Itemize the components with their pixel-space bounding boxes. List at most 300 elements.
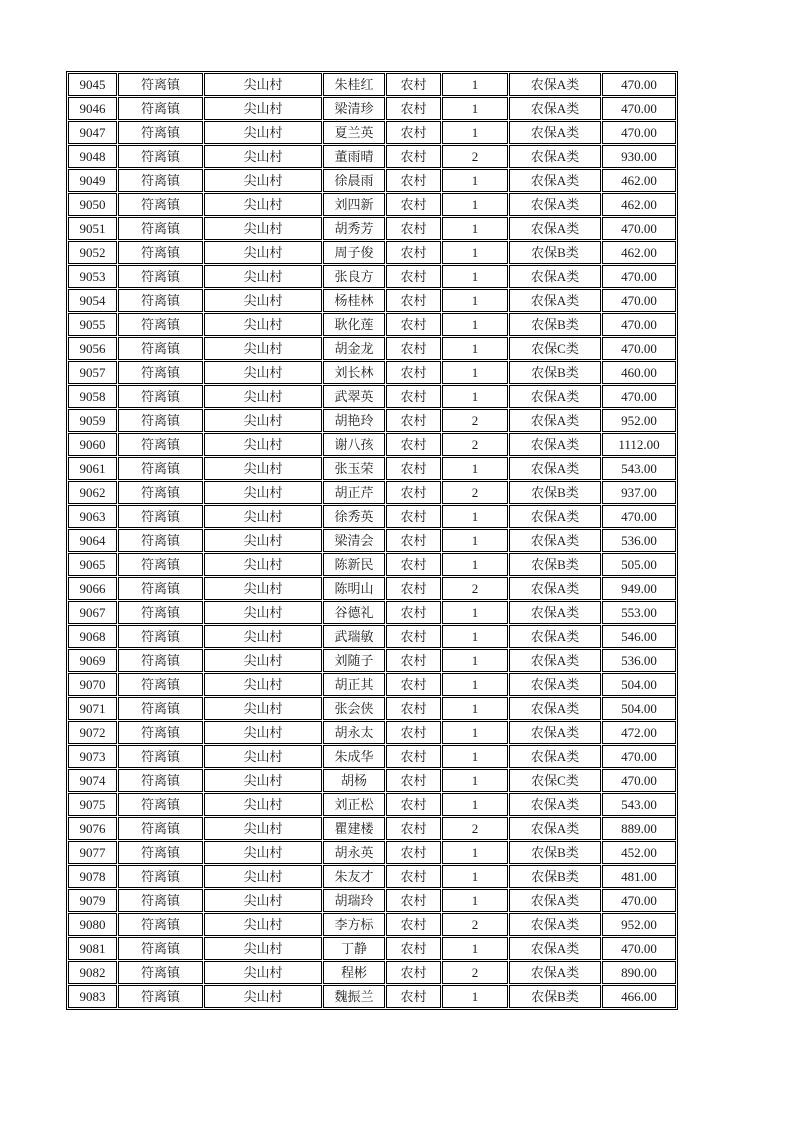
table-cell: 尖山村 xyxy=(204,121,322,144)
table-cell: 2 xyxy=(442,145,508,168)
table-cell: 536.00 xyxy=(602,649,676,672)
table-cell: 尖山村 xyxy=(204,841,322,864)
table-cell: 瞿建楼 xyxy=(323,817,385,840)
table-cell: 农保A类 xyxy=(509,193,601,216)
table-cell: 2 xyxy=(442,577,508,600)
table-cell: 胡正芹 xyxy=(323,481,385,504)
table-cell: 尖山村 xyxy=(204,601,322,624)
table-cell: 尖山村 xyxy=(204,865,322,888)
table-cell: 农村 xyxy=(386,817,441,840)
table-cell: 符离镇 xyxy=(118,481,203,504)
table-cell: 符离镇 xyxy=(118,289,203,312)
table-cell: 1 xyxy=(442,601,508,624)
table-cell: 符离镇 xyxy=(118,937,203,960)
table-row xyxy=(68,961,676,984)
table-cell: 农保A类 xyxy=(509,97,601,120)
table-cell: 符离镇 xyxy=(118,985,203,1008)
table-cell: 农保A类 xyxy=(509,433,601,456)
table-cell: 程彬 xyxy=(323,961,385,984)
table-cell: 农保B类 xyxy=(509,481,601,504)
table-cell: 农保A类 xyxy=(509,913,601,936)
table-cell: 1 xyxy=(442,265,508,288)
table-row xyxy=(68,385,676,408)
table-cell: 胡永太 xyxy=(323,721,385,744)
table-cell: 丁静 xyxy=(323,937,385,960)
table-cell: 1 xyxy=(442,985,508,1008)
table-cell: 农村 xyxy=(386,601,441,624)
table-cell: 9081 xyxy=(68,937,117,960)
table-cell: 农保A类 xyxy=(509,721,601,744)
table-cell: 胡正其 xyxy=(323,673,385,696)
table-cell: 符离镇 xyxy=(118,193,203,216)
table-cell: 符离镇 xyxy=(118,409,203,432)
table-cell: 1 xyxy=(442,457,508,480)
table-cell: 农保A类 xyxy=(509,73,601,96)
table-cell: 尖山村 xyxy=(204,889,322,912)
table-cell: 460.00 xyxy=(602,361,676,384)
table-cell: 9074 xyxy=(68,769,117,792)
table-cell: 农保A类 xyxy=(509,385,601,408)
table-cell: 农村 xyxy=(386,697,441,720)
table-row xyxy=(68,913,676,936)
table-cell: 农村 xyxy=(386,673,441,696)
table-cell: 尖山村 xyxy=(204,433,322,456)
table-cell: 农保C类 xyxy=(509,769,601,792)
table-cell: 农保A类 xyxy=(509,817,601,840)
table-row xyxy=(68,481,676,504)
table-cell: 农保B类 xyxy=(509,553,601,576)
table-cell: 刘长林 xyxy=(323,361,385,384)
table-cell: 谢八孩 xyxy=(323,433,385,456)
table-cell: 尖山村 xyxy=(204,817,322,840)
table-cell: 470.00 xyxy=(602,121,676,144)
table-cell: 9075 xyxy=(68,793,117,816)
table-cell: 农村 xyxy=(386,721,441,744)
table-row xyxy=(68,673,676,696)
table-cell: 符离镇 xyxy=(118,601,203,624)
table-row xyxy=(68,241,676,264)
table-cell: 周子俊 xyxy=(323,241,385,264)
table-row xyxy=(68,577,676,600)
table-row xyxy=(68,193,676,216)
table-cell: 农村 xyxy=(386,529,441,552)
table-cell: 9057 xyxy=(68,361,117,384)
table-cell: 农保A类 xyxy=(509,265,601,288)
table-cell: 505.00 xyxy=(602,553,676,576)
table-cell: 9083 xyxy=(68,985,117,1008)
table-cell: 553.00 xyxy=(602,601,676,624)
table-cell: 9046 xyxy=(68,97,117,120)
table-cell: 尖山村 xyxy=(204,793,322,816)
table-cell: 1 xyxy=(442,73,508,96)
table-cell: 符离镇 xyxy=(118,793,203,816)
table-row xyxy=(68,625,676,648)
table-cell: 农村 xyxy=(386,577,441,600)
table-cell: 农村 xyxy=(386,985,441,1008)
table-cell: 陈明山 xyxy=(323,577,385,600)
table-cell: 470.00 xyxy=(602,937,676,960)
table-cell: 农保A类 xyxy=(509,649,601,672)
table-row xyxy=(68,313,676,336)
table-row xyxy=(68,145,676,168)
table-cell: 梁清会 xyxy=(323,529,385,552)
table-cell: 9063 xyxy=(68,505,117,528)
table-cell: 农保A类 xyxy=(509,505,601,528)
table-cell: 9068 xyxy=(68,625,117,648)
table-row xyxy=(68,649,676,672)
table-cell: 符离镇 xyxy=(118,241,203,264)
table-row xyxy=(68,121,676,144)
table-cell: 1 xyxy=(442,649,508,672)
table-cell: 2 xyxy=(442,817,508,840)
table-cell: 2 xyxy=(442,481,508,504)
table-cell: 1 xyxy=(442,937,508,960)
table-cell: 符离镇 xyxy=(118,577,203,600)
table-row xyxy=(68,217,676,240)
table-cell: 农村 xyxy=(386,433,441,456)
table-row xyxy=(68,169,676,192)
table-cell: 杨桂林 xyxy=(323,289,385,312)
table-cell: 农村 xyxy=(386,73,441,96)
table-cell: 农村 xyxy=(386,889,441,912)
table-cell: 尖山村 xyxy=(204,289,322,312)
table-cell: 尖山村 xyxy=(204,97,322,120)
table-cell: 农保B类 xyxy=(509,865,601,888)
table-cell: 尖山村 xyxy=(204,937,322,960)
table-cell: 1 xyxy=(442,241,508,264)
table-row xyxy=(68,457,676,480)
table-cell: 尖山村 xyxy=(204,961,322,984)
table-cell: 尖山村 xyxy=(204,337,322,360)
table-cell: 1 xyxy=(442,337,508,360)
table-row xyxy=(68,793,676,816)
table-cell: 符离镇 xyxy=(118,673,203,696)
table-cell: 9077 xyxy=(68,841,117,864)
table-cell: 农保C类 xyxy=(509,337,601,360)
table-cell: 1 xyxy=(442,793,508,816)
table-cell: 1 xyxy=(442,97,508,120)
table-cell: 1 xyxy=(442,769,508,792)
table-cell: 952.00 xyxy=(602,409,676,432)
table-cell: 农保A类 xyxy=(509,577,601,600)
table-cell: 朱桂红 xyxy=(323,73,385,96)
table-cell: 尖山村 xyxy=(204,673,322,696)
table-cell: 农村 xyxy=(386,769,441,792)
table-cell: 2 xyxy=(442,433,508,456)
table-cell: 9067 xyxy=(68,601,117,624)
table-cell: 470.00 xyxy=(602,385,676,408)
table-cell: 农保A类 xyxy=(509,745,601,768)
table-cell: 农村 xyxy=(386,937,441,960)
table-cell: 胡永英 xyxy=(323,841,385,864)
table-cell: 武翠英 xyxy=(323,385,385,408)
table-cell: 470.00 xyxy=(602,889,676,912)
table-cell: 农村 xyxy=(386,745,441,768)
table-cell: 胡杨 xyxy=(323,769,385,792)
table-cell: 9062 xyxy=(68,481,117,504)
table-cell: 农村 xyxy=(386,865,441,888)
table-cell: 949.00 xyxy=(602,577,676,600)
table-cell: 农村 xyxy=(386,241,441,264)
table-row xyxy=(68,433,676,456)
table-cell: 符离镇 xyxy=(118,385,203,408)
table-cell: 尖山村 xyxy=(204,313,322,336)
table-cell: 农保A类 xyxy=(509,409,601,432)
table-cell: 农村 xyxy=(386,505,441,528)
table-cell: 农保A类 xyxy=(509,217,601,240)
table-cell: 符离镇 xyxy=(118,457,203,480)
table-row xyxy=(68,73,676,96)
table-cell: 9078 xyxy=(68,865,117,888)
table-cell: 农村 xyxy=(386,193,441,216)
table-cell: 农保A类 xyxy=(509,625,601,648)
table-cell: 符离镇 xyxy=(118,817,203,840)
table-cell: 农村 xyxy=(386,121,441,144)
table-cell: 9048 xyxy=(68,145,117,168)
table-cell: 胡金龙 xyxy=(323,337,385,360)
table-cell: 尖山村 xyxy=(204,193,322,216)
table-cell: 462.00 xyxy=(602,169,676,192)
table-row xyxy=(68,769,676,792)
table-cell: 刘随子 xyxy=(323,649,385,672)
table-cell: 董雨晴 xyxy=(323,145,385,168)
table-cell: 尖山村 xyxy=(204,769,322,792)
table-cell: 符离镇 xyxy=(118,889,203,912)
table-cell: 9082 xyxy=(68,961,117,984)
table-cell: 466.00 xyxy=(602,985,676,1008)
table-cell: 9059 xyxy=(68,409,117,432)
table-cell: 9076 xyxy=(68,817,117,840)
table-cell: 9079 xyxy=(68,889,117,912)
table-cell: 1 xyxy=(442,625,508,648)
table-cell: 农保A类 xyxy=(509,121,601,144)
table-cell: 952.00 xyxy=(602,913,676,936)
table-cell: 尖山村 xyxy=(204,457,322,480)
table-cell: 470.00 xyxy=(602,769,676,792)
table-cell: 1 xyxy=(442,505,508,528)
table-cell: 农村 xyxy=(386,337,441,360)
table-row xyxy=(68,97,676,120)
table-cell: 胡秀芳 xyxy=(323,217,385,240)
table-cell: 1 xyxy=(442,313,508,336)
table-row xyxy=(68,409,676,432)
table-cell: 符离镇 xyxy=(118,769,203,792)
table-cell: 452.00 xyxy=(602,841,676,864)
table-cell: 9045 xyxy=(68,73,117,96)
table-cell: 农保A类 xyxy=(509,937,601,960)
table-cell: 9066 xyxy=(68,577,117,600)
table-cell: 尖山村 xyxy=(204,505,322,528)
table-cell: 农村 xyxy=(386,289,441,312)
table-cell: 农保B类 xyxy=(509,985,601,1008)
table-cell: 符离镇 xyxy=(118,649,203,672)
table-cell: 470.00 xyxy=(602,337,676,360)
table-cell: 符离镇 xyxy=(118,697,203,720)
table-cell: 930.00 xyxy=(602,145,676,168)
table-cell: 农保A类 xyxy=(509,457,601,480)
table-cell: 张良方 xyxy=(323,265,385,288)
table-row xyxy=(68,601,676,624)
table-cell: 农保B类 xyxy=(509,241,601,264)
table-cell: 尖山村 xyxy=(204,985,322,1008)
table-cell: 937.00 xyxy=(602,481,676,504)
table-cell: 尖山村 xyxy=(204,217,322,240)
table-cell: 2 xyxy=(442,961,508,984)
table-cell: 符离镇 xyxy=(118,121,203,144)
table-cell: 夏兰英 xyxy=(323,121,385,144)
table-cell: 胡瑞玲 xyxy=(323,889,385,912)
table-cell: 尖山村 xyxy=(204,553,322,576)
table-cell: 魏振兰 xyxy=(323,985,385,1008)
table-cell: 尖山村 xyxy=(204,913,322,936)
table-cell: 尖山村 xyxy=(204,361,322,384)
table-cell: 农村 xyxy=(386,913,441,936)
table-cell: 1 xyxy=(442,193,508,216)
table-cell: 农村 xyxy=(386,625,441,648)
table-cell: 刘四新 xyxy=(323,193,385,216)
table-cell: 农保A类 xyxy=(509,529,601,552)
table-cell: 尖山村 xyxy=(204,169,322,192)
table-cell: 农保A类 xyxy=(509,961,601,984)
table-row xyxy=(68,937,676,960)
table-row xyxy=(68,817,676,840)
table-cell: 1 xyxy=(442,841,508,864)
table-cell: 李方标 xyxy=(323,913,385,936)
table-cell: 农村 xyxy=(386,409,441,432)
table-cell: 9065 xyxy=(68,553,117,576)
table-cell: 符离镇 xyxy=(118,313,203,336)
table-row xyxy=(68,889,676,912)
benefits-table xyxy=(66,71,678,1010)
table-cell: 尖山村 xyxy=(204,73,322,96)
table-row xyxy=(68,337,676,360)
table-cell: 9058 xyxy=(68,385,117,408)
table-cell: 504.00 xyxy=(602,697,676,720)
table-cell: 9047 xyxy=(68,121,117,144)
table-cell: 472.00 xyxy=(602,721,676,744)
table-cell: 1 xyxy=(442,721,508,744)
table-cell: 尖山村 xyxy=(204,385,322,408)
table-cell: 1 xyxy=(442,289,508,312)
table-cell: 张会侠 xyxy=(323,697,385,720)
table-cell: 耿化莲 xyxy=(323,313,385,336)
table-cell: 朱成华 xyxy=(323,745,385,768)
table-cell: 徐秀英 xyxy=(323,505,385,528)
table-row xyxy=(68,265,676,288)
table-row xyxy=(68,553,676,576)
table-cell: 尖山村 xyxy=(204,265,322,288)
table-cell: 9060 xyxy=(68,433,117,456)
table-cell: 符离镇 xyxy=(118,721,203,744)
table-cell: 536.00 xyxy=(602,529,676,552)
table-cell: 470.00 xyxy=(602,265,676,288)
table-cell: 农保A类 xyxy=(509,601,601,624)
table-cell: 农村 xyxy=(386,313,441,336)
table-cell: 1 xyxy=(442,217,508,240)
table-cell: 农村 xyxy=(386,481,441,504)
table-cell: 符离镇 xyxy=(118,745,203,768)
table-row xyxy=(68,697,676,720)
table-cell: 农村 xyxy=(386,457,441,480)
table-cell: 尖山村 xyxy=(204,649,322,672)
table-cell: 农村 xyxy=(386,217,441,240)
table-cell: 农保A类 xyxy=(509,145,601,168)
table-row xyxy=(68,529,676,552)
table-cell: 2 xyxy=(442,409,508,432)
table-cell: 农保B类 xyxy=(509,841,601,864)
table-cell: 符离镇 xyxy=(118,529,203,552)
table-cell: 470.00 xyxy=(602,289,676,312)
table-cell: 543.00 xyxy=(602,457,676,480)
table-row xyxy=(68,721,676,744)
table-cell: 543.00 xyxy=(602,793,676,816)
table-cell: 符离镇 xyxy=(118,97,203,120)
table-cell: 梁清珍 xyxy=(323,97,385,120)
table-cell: 504.00 xyxy=(602,673,676,696)
table-cell: 470.00 xyxy=(602,73,676,96)
table-cell: 农保A类 xyxy=(509,673,601,696)
table-cell: 尖山村 xyxy=(204,145,322,168)
table-cell: 符离镇 xyxy=(118,265,203,288)
table-cell: 农保A类 xyxy=(509,889,601,912)
table-cell: 符离镇 xyxy=(118,73,203,96)
table-cell: 1112.00 xyxy=(602,433,676,456)
table-cell: 农保B类 xyxy=(509,313,601,336)
table-row xyxy=(68,289,676,312)
table-cell: 481.00 xyxy=(602,865,676,888)
table-cell: 农保A类 xyxy=(509,793,601,816)
table-cell: 符离镇 xyxy=(118,841,203,864)
table-cell: 9061 xyxy=(68,457,117,480)
table-row xyxy=(68,841,676,864)
table-cell: 尖山村 xyxy=(204,481,322,504)
table-cell: 1 xyxy=(442,529,508,552)
table-cell: 1 xyxy=(442,697,508,720)
table-cell: 徐晨雨 xyxy=(323,169,385,192)
table-row xyxy=(68,361,676,384)
table-cell: 1 xyxy=(442,673,508,696)
table-cell: 9056 xyxy=(68,337,117,360)
table-row xyxy=(68,865,676,888)
table-cell: 9069 xyxy=(68,649,117,672)
table-cell: 546.00 xyxy=(602,625,676,648)
table-cell: 1 xyxy=(442,553,508,576)
table-cell: 农村 xyxy=(386,361,441,384)
table-row xyxy=(68,985,676,1008)
table-cell: 符离镇 xyxy=(118,145,203,168)
table-cell: 470.00 xyxy=(602,313,676,336)
table-row xyxy=(68,505,676,528)
table-cell: 农村 xyxy=(386,961,441,984)
table-cell: 1 xyxy=(442,889,508,912)
table-cell: 470.00 xyxy=(602,217,676,240)
table-cell: 符离镇 xyxy=(118,169,203,192)
table-cell: 农村 xyxy=(386,385,441,408)
table-cell: 符离镇 xyxy=(118,865,203,888)
table-cell: 1 xyxy=(442,121,508,144)
table-cell: 470.00 xyxy=(602,97,676,120)
table-cell: 9080 xyxy=(68,913,117,936)
table-cell: 9073 xyxy=(68,745,117,768)
table-cell: 农村 xyxy=(386,97,441,120)
table-cell: 9050 xyxy=(68,193,117,216)
table-cell: 符离镇 xyxy=(118,625,203,648)
table-cell: 张玉荣 xyxy=(323,457,385,480)
table-cell: 陈新民 xyxy=(323,553,385,576)
table-cell: 1 xyxy=(442,745,508,768)
table-cell: 1 xyxy=(442,865,508,888)
table-cell: 890.00 xyxy=(602,961,676,984)
